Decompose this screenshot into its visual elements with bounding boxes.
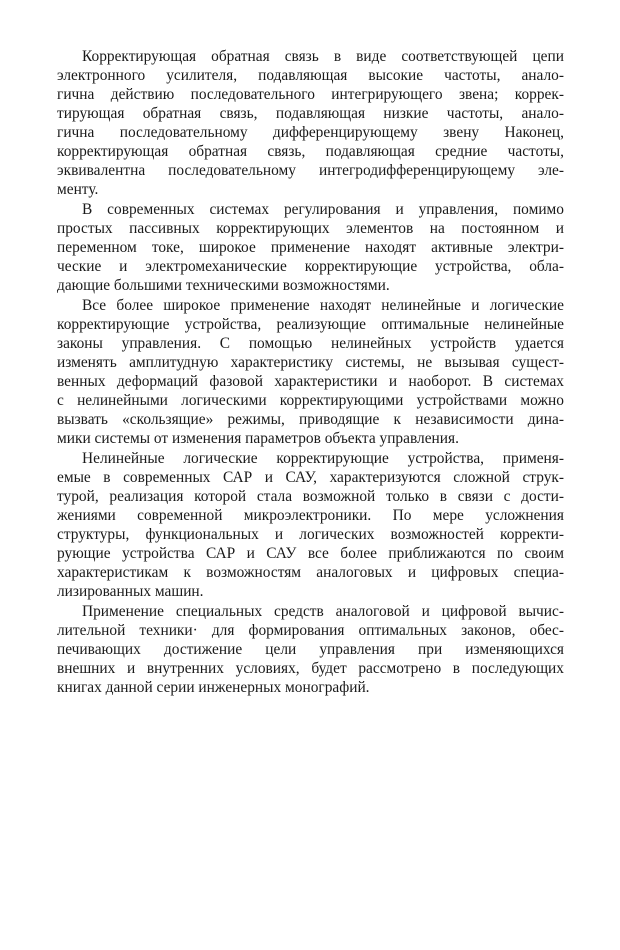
text-line: турой, реализация которой стала возможной только в связи с дости- [57, 488, 564, 505]
text-line: В современных системах регулирования и управления, помимо [82, 201, 564, 218]
text-line: простых пассивных корректирующих элементов на постоянном и [57, 220, 564, 237]
text-line: вызвать «скользящие» режимы, приводящие к независимости дина- [57, 411, 564, 428]
text-line: корректирующая обратная связь, подавляющая средние частоты, [57, 143, 564, 160]
text-line: дающие большими техническими возможностями. [57, 277, 390, 294]
text-line: менту. [57, 181, 99, 198]
text-line: с нелинейными логическими корректирующими устройствами можно [57, 392, 564, 409]
text-line: Корректирующая обратная связь в виде соответствующей цепи [82, 48, 564, 65]
text-line: эквивалентна последовательному интегродифференцирующему эле- [57, 162, 564, 179]
text-line: гична действию последовательного интегрирующего звена; коррек- [57, 86, 564, 103]
text-line: переменном токе, широкое применение находят активные электри- [57, 239, 564, 256]
text-line: печивающих достижение цели управления при изменяющихся [57, 641, 564, 658]
text-line: лизированных машин. [57, 583, 204, 600]
text-line: внешних и внутренних условиях, будет рассмотрено в последующих [57, 660, 564, 677]
text-line: Все более широкое применение находят нелинейные и логические [82, 297, 564, 314]
text-line: венных деформаций фазовой характеристики и наоборот. В системах [57, 373, 564, 390]
text-line: мики системы от изменения параметров объекта управления. [57, 430, 459, 447]
text-line: законы управления. С помощью нелинейных устройств удается [57, 335, 564, 352]
paragraph [57, 296, 564, 448]
text-line: электронного усилителя, подавляющая высокие частоты, анало- [57, 67, 564, 84]
text-line: изменять амплитудную характеристику системы, не вызывая сущест- [57, 354, 564, 371]
paragraph [57, 200, 564, 295]
text-line: гична последовательному дифференцирующему звену Наконец, [57, 124, 564, 141]
paragraph [57, 47, 564, 199]
text-line: книгах данной серии инженерных монографий. [57, 679, 370, 696]
paragraph [57, 449, 564, 601]
text-line: Нелинейные логические корректирующие устройства, применя- [82, 450, 564, 467]
paragraph [57, 602, 564, 697]
text-line: емые в современных САР и САУ, характеризуются сложной струк- [57, 469, 564, 486]
text-line: рующие устройства САР и САУ все более приближаются по своим [57, 545, 564, 562]
text-line: ческие и электромеханические корректирующие устройства, обла- [57, 258, 564, 275]
text-line: тирующая обратная связь, подавляющая низкие частоты, анало- [57, 105, 564, 122]
text-line: жениями современной микроэлектроники. По мере усложнения [57, 507, 564, 524]
text-line: структуры, функциональных и логических возможностей корректи- [57, 526, 564, 543]
text-line: лительной техники· для формирования оптимальных законов, обес- [57, 622, 564, 639]
body-text [57, 47, 564, 697]
text-line: Применение специальных средств аналоговой и цифровой вычис- [82, 603, 564, 620]
text-line: характеристикам к возможностям аналоговых и цифровых специа- [57, 564, 564, 581]
text-line: корректирующие устройства, реализующие оптимальные нелинейные [57, 316, 564, 333]
